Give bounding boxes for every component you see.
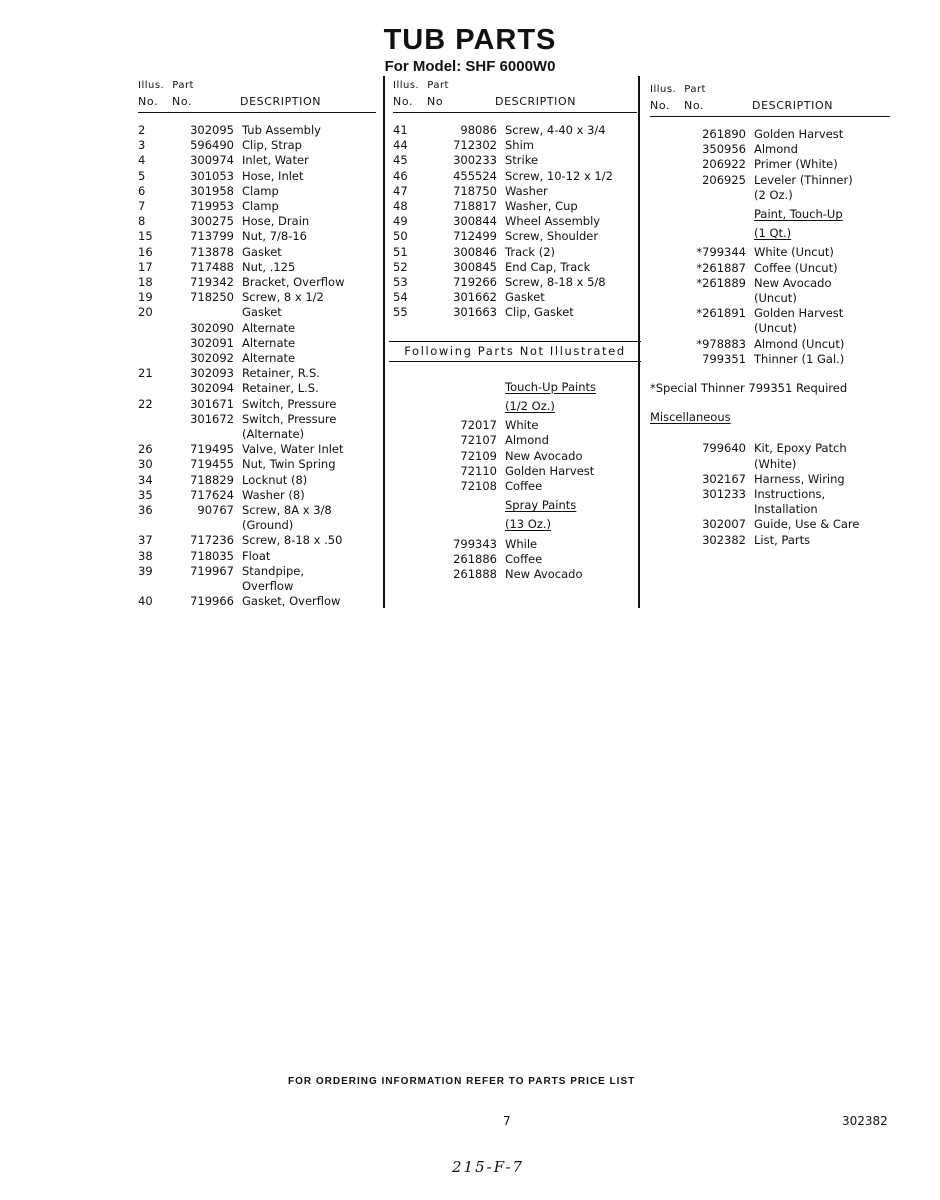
- part-description: Golden Harvest: [505, 463, 595, 478]
- parts-column-3: [650, 82, 890, 548]
- part-description: Valve, Water Inlet: [242, 442, 344, 457]
- part-description: Clip, Gasket: [505, 305, 574, 320]
- table-row: [393, 433, 637, 448]
- part-description: New Avocado (Uncut): [754, 275, 832, 306]
- touchup-size: (1/2 Oz.): [505, 399, 555, 414]
- illus-number: 6: [138, 183, 146, 198]
- part-number: 718035: [190, 548, 234, 563]
- column-header: [138, 78, 376, 113]
- part-description: Coffee: [505, 479, 543, 494]
- illus-number: 55: [393, 305, 408, 320]
- illus-number: 34: [138, 472, 153, 487]
- part-number: 301671: [190, 396, 234, 411]
- part-description: Gasket: [505, 290, 545, 305]
- header-part-no: No: [427, 95, 444, 108]
- part-description: Track (2): [505, 244, 556, 259]
- illus-number: 40: [138, 594, 153, 609]
- part-number: 206922: [702, 157, 746, 172]
- illus-number: [138, 351, 178, 366]
- table-row: [138, 457, 376, 472]
- table-row: [138, 321, 376, 336]
- part-number: *261887: [696, 260, 746, 275]
- illus-number: 46: [393, 168, 408, 183]
- part-description: Golden Harvest: [754, 127, 844, 141]
- part-number: 302382: [702, 532, 746, 547]
- table-row: [138, 397, 376, 412]
- part-description: Screw, 8-18 x 5/8: [505, 275, 606, 290]
- illus-number: 30: [138, 457, 153, 472]
- part-description: New Avocado: [505, 448, 583, 463]
- part-number: 718817: [453, 199, 497, 214]
- part-description: Clamp: [242, 199, 279, 214]
- table-row: [393, 214, 637, 229]
- part-description: Shim: [505, 138, 534, 153]
- part-description: Wheel Assembly: [505, 214, 601, 229]
- part-number: 300275: [190, 214, 234, 229]
- table-row: [650, 245, 890, 260]
- part-number: 98086: [460, 123, 497, 137]
- part-description: Almond (Uncut): [754, 336, 845, 351]
- part-description: Switch, Pressure (Alternate): [242, 411, 337, 442]
- header-part: Part: [172, 80, 194, 91]
- part-number: 350956: [702, 142, 746, 157]
- illus-number: 17: [138, 259, 153, 274]
- illus-number: 16: [138, 244, 153, 259]
- part-description: Alternate: [242, 335, 296, 350]
- illus-number: [393, 464, 425, 479]
- part-description: Tub Assembly: [242, 123, 321, 137]
- header-illus-no: No.: [650, 99, 671, 112]
- illus-number: [393, 449, 425, 464]
- illus-number: 48: [393, 199, 408, 214]
- part-number: 90767: [197, 503, 234, 518]
- spray-list: [393, 537, 637, 583]
- part-number: 302095: [190, 123, 234, 137]
- part-description: Primer (White): [754, 157, 838, 172]
- table-row: [138, 533, 376, 548]
- part-number: 712302: [453, 138, 497, 153]
- part-number: 301233: [702, 487, 746, 502]
- part-number: 301663: [453, 305, 497, 320]
- header-illus-no: No.: [138, 95, 159, 108]
- quart-list: [650, 245, 890, 367]
- illus-number: 44: [393, 138, 408, 153]
- part-description: Strike: [505, 153, 539, 168]
- part-number: 261886: [453, 551, 497, 566]
- part-description: Nut, .125: [242, 259, 296, 274]
- table-row: [138, 305, 376, 320]
- header-description: DESCRIPTION: [495, 95, 577, 108]
- table-row: [138, 594, 376, 609]
- part-number: 455524: [453, 168, 497, 183]
- illus-number: 22: [138, 396, 153, 411]
- table-row: [138, 275, 376, 290]
- illus-number: 19: [138, 290, 153, 305]
- table-row: [650, 517, 890, 532]
- table-row: [138, 229, 376, 244]
- table-row: [650, 127, 890, 142]
- table-row: [393, 199, 637, 214]
- part-number: 72108: [460, 479, 497, 494]
- table-row: [393, 169, 637, 184]
- ordering-note: FOR ORDERING INFORMATION REFER TO PARTS PRICE LIST: [288, 1076, 636, 1087]
- table-row: [138, 123, 376, 138]
- header-part-no: No.: [684, 99, 705, 112]
- misc-list: [650, 441, 890, 547]
- quart-size: (1 Qt.): [754, 226, 792, 241]
- illus-number: 47: [393, 183, 408, 198]
- table-row: [393, 184, 637, 199]
- part-number: 719967: [190, 563, 234, 578]
- part-description: Nut, Twin Spring: [242, 457, 336, 472]
- part-number: 718250: [190, 290, 234, 305]
- part-number: 717624: [190, 487, 234, 502]
- part-description: End Cap, Track: [505, 259, 591, 274]
- header-illus-no: No.: [393, 95, 414, 108]
- illus-number: [138, 336, 178, 351]
- part-description: Screw, 10-12 x 1/2: [505, 168, 613, 183]
- illus-number: 26: [138, 442, 153, 457]
- part-number: 301662: [453, 290, 497, 305]
- part-number: [178, 305, 242, 320]
- handwritten-code: 215-F-7: [452, 1158, 525, 1176]
- table-row: [138, 169, 376, 184]
- part-number: 300233: [453, 153, 497, 168]
- part-description: Gasket: [242, 305, 282, 320]
- illus-number: 37: [138, 533, 153, 548]
- part-description: While: [505, 536, 538, 551]
- part-number: 302093: [190, 366, 234, 381]
- model-subtitle: For Model: SHF 6000W0: [384, 58, 556, 75]
- part-description: Clamp: [242, 183, 279, 198]
- part-description: Almond: [505, 433, 549, 448]
- table-row: [650, 306, 890, 336]
- part-number: *261889: [696, 275, 746, 290]
- part-description: Harness, Wiring: [754, 471, 845, 486]
- part-description: Washer (8): [242, 487, 305, 502]
- table-row: [393, 567, 637, 582]
- table-row: [393, 305, 637, 320]
- table-row: [650, 487, 890, 517]
- part-description: Coffee (Uncut): [754, 260, 838, 275]
- table-row: [393, 153, 637, 168]
- part-number: 302167: [702, 471, 746, 486]
- part-number: 72107: [460, 433, 497, 448]
- parts-list: [138, 123, 376, 610]
- part-description: Gasket, Overflow: [242, 594, 341, 609]
- part-number: 717488: [190, 259, 234, 274]
- part-number: 300974: [190, 153, 234, 168]
- part-description: List, Parts: [754, 532, 811, 547]
- table-row: [393, 449, 637, 464]
- header-illus: Illus.: [393, 80, 420, 91]
- table-row: [138, 366, 376, 381]
- part-number: 302094: [190, 381, 234, 396]
- table-row: [138, 488, 376, 503]
- table-row: [138, 412, 376, 442]
- illus-number: 8: [138, 214, 146, 229]
- part-number: 72017: [460, 418, 497, 433]
- part-description: Alternate: [242, 351, 296, 366]
- part-description: Screw, 8A x 3/8 (Ground): [242, 503, 332, 533]
- part-description: White (Uncut): [754, 245, 834, 260]
- illus-number: 5: [138, 168, 146, 183]
- parts-column-1: [138, 78, 376, 610]
- part-number: 713878: [190, 244, 234, 259]
- part-description: Alternate: [242, 320, 296, 335]
- illus-number: [138, 381, 178, 396]
- illus-number: 36: [138, 503, 153, 518]
- part-number: 300845: [453, 259, 497, 274]
- header-part: Part: [427, 80, 449, 91]
- part-number: 596490: [190, 138, 234, 153]
- touchup-heading: Touch-Up Paints: [505, 379, 596, 394]
- illus-number: 50: [393, 229, 408, 244]
- part-description: Standpipe, Overflow: [242, 563, 304, 594]
- part-description: Retainer, R.S.: [242, 366, 320, 381]
- part-description: Bracket, Overflow: [242, 275, 345, 290]
- table-row: [393, 418, 637, 433]
- parts-list: [393, 123, 637, 321]
- illus-number: 51: [393, 244, 408, 259]
- table-row: [650, 157, 890, 172]
- part-description: Locknut (8): [242, 472, 308, 487]
- part-number: 718750: [453, 183, 497, 198]
- part-description: White: [505, 418, 539, 433]
- table-row: [138, 153, 376, 168]
- illus-number: 53: [393, 275, 408, 290]
- part-number: 719966: [190, 594, 234, 609]
- table-row: [650, 472, 890, 487]
- illus-number: 41: [393, 123, 408, 137]
- illus-number: 49: [393, 214, 408, 229]
- table-row: [393, 260, 637, 275]
- illus-number: 15: [138, 229, 153, 244]
- table-row: [650, 276, 890, 306]
- part-number: *978883: [696, 336, 746, 351]
- part-description: Guide, Use & Care: [754, 517, 860, 532]
- page-number: 7: [503, 1114, 511, 1128]
- illus-number: [393, 479, 425, 494]
- part-description: Almond: [754, 142, 798, 157]
- column-header: [650, 82, 890, 117]
- illus-number: 20: [138, 305, 153, 320]
- part-description: Golden Harvest (Uncut): [754, 306, 844, 336]
- illus-number: 4: [138, 153, 146, 168]
- part-description: Hose, Inlet: [242, 168, 304, 183]
- illus-number: [393, 537, 425, 552]
- illus-number: [393, 552, 425, 567]
- illus-number: [393, 418, 425, 433]
- illus-number: [393, 567, 425, 582]
- part-number: 799640: [702, 441, 746, 456]
- illus-number: 39: [138, 563, 153, 578]
- page-title: TUB PARTS: [383, 24, 557, 56]
- part-description: Washer, Cup: [505, 199, 578, 214]
- document-number: 302382: [842, 1114, 888, 1128]
- part-number: 72110: [460, 463, 497, 478]
- part-number: 302092: [190, 351, 234, 366]
- table-row: [138, 184, 376, 199]
- table-row: [138, 260, 376, 275]
- not-illustrated-banner: Following Parts Not Illustrated: [389, 341, 641, 362]
- part-number: 719953: [190, 199, 234, 214]
- part-number: 302090: [190, 320, 234, 335]
- part-number: 799351: [702, 351, 746, 366]
- illus-number: 35: [138, 487, 153, 502]
- part-description: Leveler (Thinner) (2 Oz.): [754, 172, 853, 202]
- table-row: [393, 479, 637, 494]
- part-description: Instructions, Installation: [754, 487, 826, 517]
- touchup-list: [393, 418, 637, 494]
- column-header: [393, 78, 637, 113]
- part-number: 799343: [453, 536, 497, 551]
- part-description: Screw, 8-18 x .50: [242, 533, 343, 548]
- quart-heading: Paint, Touch-Up: [754, 207, 843, 222]
- part-description: Retainer, L.S.: [242, 381, 319, 396]
- header-illus: Illus.: [138, 80, 165, 91]
- part-description: Screw, 8 x 1/2: [242, 290, 324, 305]
- part-number: 712499: [453, 229, 497, 244]
- part-description: Kit, Epoxy Patch (White): [754, 441, 847, 471]
- part-description: Screw, 4-40 x 3/4: [505, 123, 606, 137]
- part-description: Coffee: [505, 551, 543, 566]
- table-row: [650, 261, 890, 276]
- table-row: [138, 503, 376, 533]
- header-part: Part: [684, 84, 706, 95]
- table-row: [393, 123, 637, 138]
- column-divider-1: [383, 76, 385, 608]
- table-row: [650, 533, 890, 548]
- illus-number: [393, 433, 425, 448]
- part-number: 72109: [460, 448, 497, 463]
- illus-number: 54: [393, 290, 408, 305]
- illus-number: 52: [393, 259, 408, 274]
- paint-list: [650, 127, 890, 203]
- part-description: Float: [242, 548, 271, 563]
- illus-number: 7: [138, 199, 146, 214]
- table-row: [650, 142, 890, 157]
- part-number: *261891: [696, 306, 746, 321]
- table-row: [393, 275, 637, 290]
- part-number: 719455: [190, 457, 234, 472]
- table-row: [650, 173, 890, 203]
- header-illus: Illus.: [650, 84, 677, 95]
- part-description: Gasket: [242, 244, 282, 259]
- table-row: [393, 537, 637, 552]
- table-row: [138, 214, 376, 229]
- illus-number: 45: [393, 153, 408, 168]
- header-description: DESCRIPTION: [240, 95, 322, 108]
- misc-heading: Miscellaneous: [650, 410, 731, 425]
- part-description: Nut, 7/8-16: [242, 229, 308, 244]
- part-description: Screw, Shoulder: [505, 229, 599, 244]
- part-number: 301053: [190, 168, 234, 183]
- illus-number: [138, 412, 178, 442]
- part-number: 719495: [190, 442, 234, 457]
- table-row: [138, 290, 376, 305]
- table-row: [393, 464, 637, 479]
- part-description: Switch, Pressure: [242, 396, 337, 411]
- part-number: 301672: [190, 411, 234, 426]
- part-number: 300846: [453, 244, 497, 259]
- part-description: Inlet, Water: [242, 153, 309, 168]
- table-row: [138, 549, 376, 564]
- table-row: [138, 381, 376, 396]
- table-row: [138, 564, 376, 594]
- header-part-no: No.: [172, 95, 193, 108]
- spray-size: (13 Oz.): [505, 517, 552, 532]
- parts-column-2: [393, 78, 637, 582]
- illus-number: [138, 321, 178, 336]
- part-number: 717236: [190, 533, 234, 548]
- part-number: 261890: [702, 127, 746, 141]
- table-row: [393, 245, 637, 260]
- table-row: [393, 552, 637, 567]
- table-row: [650, 441, 890, 471]
- part-number: 718829: [190, 472, 234, 487]
- header-description: DESCRIPTION: [752, 99, 834, 112]
- table-row: [138, 245, 376, 260]
- part-description: New Avocado: [505, 567, 583, 582]
- part-number: *799344: [696, 245, 746, 260]
- table-row: [650, 352, 890, 367]
- illus-number: 18: [138, 275, 153, 290]
- table-row: [138, 473, 376, 488]
- table-row: [393, 290, 637, 305]
- part-number: 206925: [702, 172, 746, 187]
- part-number: 713799: [190, 229, 234, 244]
- part-description: Hose, Drain: [242, 214, 310, 229]
- illus-number: 3: [138, 138, 146, 153]
- part-number: 261888: [453, 567, 497, 582]
- spray-heading: Spray Paints: [505, 498, 577, 513]
- table-row: [138, 138, 376, 153]
- part-number: 302007: [702, 517, 746, 532]
- illus-number: 21: [138, 366, 153, 381]
- part-number: 302091: [190, 335, 234, 350]
- table-row: [138, 351, 376, 366]
- illus-number: 38: [138, 548, 153, 563]
- part-number: 301958: [190, 183, 234, 198]
- illus-number: 2: [138, 123, 146, 137]
- part-number: 300844: [453, 214, 497, 229]
- table-row: [393, 138, 637, 153]
- table-row: [138, 336, 376, 351]
- part-number: 719342: [190, 275, 234, 290]
- part-description: Washer: [505, 183, 548, 198]
- table-row: [138, 442, 376, 457]
- part-description: Clip, Strap: [242, 138, 302, 153]
- table-row: [138, 199, 376, 214]
- special-thinner-footnote: *Special Thinner 799351 Required: [650, 381, 848, 396]
- part-description: Thinner (1 Gal.): [754, 351, 845, 366]
- part-number: 719266: [453, 275, 497, 290]
- table-row: [650, 337, 890, 352]
- table-row: [393, 229, 637, 244]
